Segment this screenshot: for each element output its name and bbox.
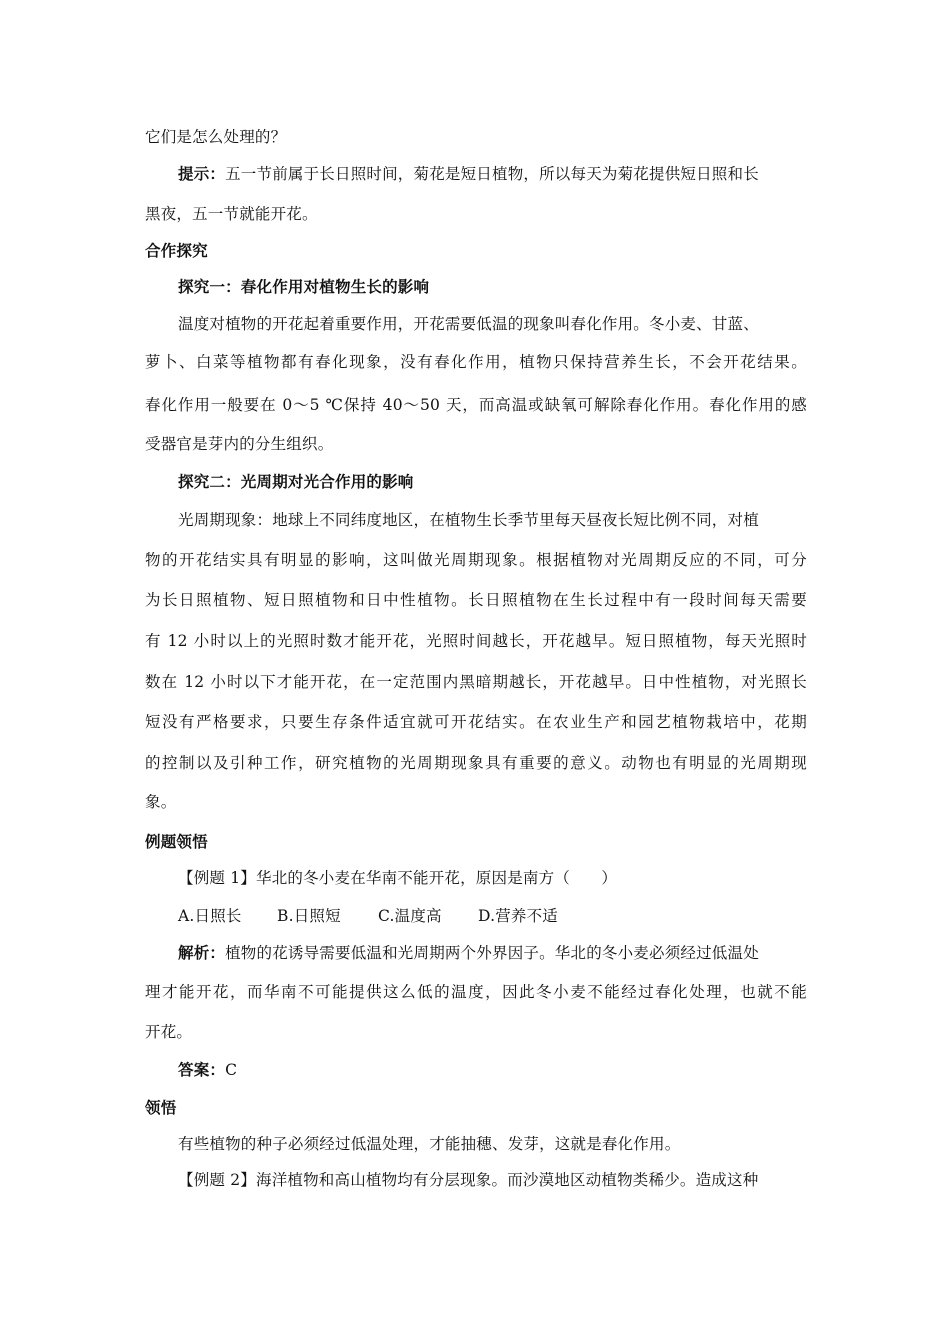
analysis-label: 解析： bbox=[178, 944, 226, 962]
paragraph-line: 春化作用一般要在 0～5 ℃保持 40～50 天，而高温或缺氧可解除春化作用。春化作用的感 bbox=[145, 396, 807, 414]
analysis-line: 理才能开花，而华南不可能提供这么低的温度，因此冬小麦不能经过春化处理，也就不能 bbox=[145, 983, 807, 1001]
answer-value: C bbox=[225, 1061, 238, 1079]
option-d: D.营养不适 bbox=[478, 907, 559, 925]
text-line: 它们是怎么处理的？ bbox=[145, 128, 287, 146]
paragraph-line: 有 12 小时以上的光照时数才能开花，光照时间越长，开花越早。短日照植物，每天光照时 bbox=[145, 632, 807, 650]
paragraph-line: 的控制以及引种工作，研究植物的光周期现象具有重要的意义。动物也有明显的光周期现 bbox=[145, 754, 807, 772]
text-line: 黑夜，五一节就能开花。 bbox=[145, 205, 318, 223]
answer-label: 答案： bbox=[178, 1061, 226, 1079]
option-b: B.日照短 bbox=[277, 907, 341, 925]
hint-line bbox=[178, 164, 759, 184]
hint-label: 提示： bbox=[178, 165, 226, 183]
paragraph-line: 象。 bbox=[145, 793, 177, 811]
question-line: 【例题 1】华北的冬小麦在华南不能开花，原因是南方（ ） bbox=[178, 869, 618, 887]
option-c: C.温度高 bbox=[378, 907, 442, 925]
paragraph-line: 温度对植物的开花起着重要作用，开花需要低温的现象叫春化作用。冬小麦、甘蓝、 bbox=[178, 315, 759, 333]
section-heading: 合作探究 bbox=[145, 242, 208, 260]
question-line: 【例题 2】海洋植物和高山植物均有分层现象。而沙漠地区动植物类稀少。造成这种 bbox=[178, 1171, 759, 1189]
answer-line bbox=[178, 1060, 237, 1080]
section-heading: 例题领悟 bbox=[145, 833, 208, 851]
analysis-text: 植物的花诱导需要低温和光周期两个外界因子。华北的冬小麦必须经过低温处 bbox=[225, 944, 759, 962]
paragraph-line: 物的开花结实具有明显的影响，这叫做光周期现象。根据植物对光周期反应的不同，可分 bbox=[145, 551, 807, 569]
paragraph-line: 数在 12 小时以下才能开花，在一定范围内黑暗期越长，开花越早。日中性植物，对光照长 bbox=[145, 673, 807, 691]
paragraph-line: 光周期现象：地球上不同纬度地区，在植物生长季节里每天昼夜长短比例不同，对植 bbox=[178, 511, 759, 529]
paragraph-line: 受器官是芽内的分生组织。 bbox=[145, 435, 334, 453]
paragraph-line: 萝卜、白菜等植物都有春化现象，没有春化作用，植物只保持营养生长，不会开花结果。 bbox=[145, 353, 807, 371]
analysis-line: 开花。 bbox=[145, 1023, 193, 1041]
hint-text: 五一节前属于长日照时间，菊花是短日植物，所以每天为菊花提供短日照和长 bbox=[225, 165, 759, 183]
paragraph-line: 为长日照植物、短日照植物和日中性植物。长日照植物在生长过程中有一段时间每天需要 bbox=[145, 591, 807, 609]
paragraph-line: 短没有严格要求，只要生存条件适宜就可开花结实。在农业生产和园艺植物栽培中，花期 bbox=[145, 713, 807, 731]
section-heading: 领悟 bbox=[145, 1099, 177, 1117]
option-a: A.日照长 bbox=[178, 907, 242, 925]
text-line: 有些植物的种子必须经过低温处理，才能抽穗、发芽，这就是春化作用。 bbox=[178, 1135, 681, 1153]
analysis-line bbox=[178, 943, 759, 963]
subsection-heading: 探究二：光周期对光合作用的影响 bbox=[178, 473, 414, 491]
subsection-heading: 探究一：春化作用对植物生长的影响 bbox=[178, 278, 430, 296]
